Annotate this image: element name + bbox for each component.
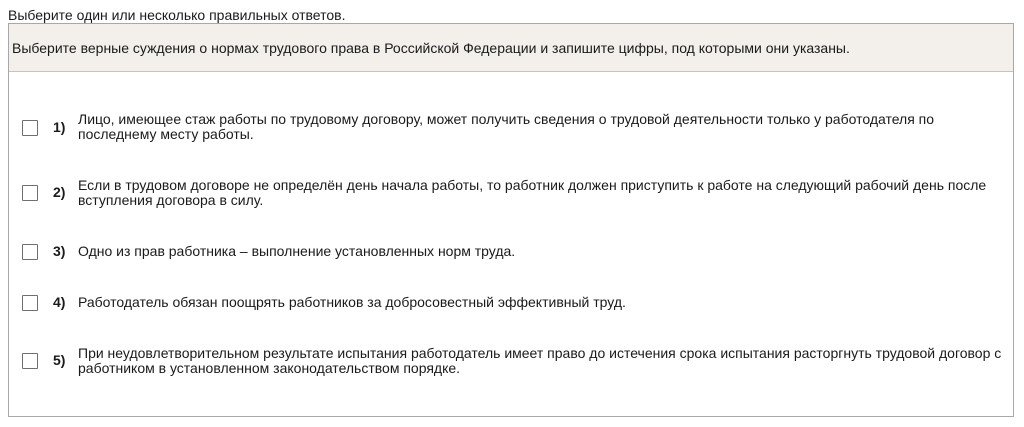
question-text: Выберите верные суждения о нормах трудового права в Российской Федерации и запишите цифры, под которыми они указаны. (9, 24, 1013, 72)
question-panel (8, 23, 1014, 417)
option-1-checkbox[interactable] (22, 120, 38, 136)
option-1-number: 1) (53, 119, 66, 135)
option-3-text: Одно из прав работника – выполнение установленных норм труда. (78, 243, 516, 259)
option-3-checkbox[interactable] (22, 244, 38, 260)
option-4-number: 4) (53, 294, 66, 310)
option-2-number: 2) (53, 184, 66, 200)
option-2-text: Если в трудовом договоре не определён день начала работы, то работник должен приступить к работе на следующий рабочий день после вступления договора в силу. (78, 177, 987, 208)
option-5-text: При неудовлетворительном результате испытания работодатель имеет право до истечения срока испытания расторгнуть трудовой договор с работником в установленном законодательством порядке. (78, 345, 1002, 376)
instruction-text: Выберите один или несколько правильных ответов. (8, 7, 346, 23)
option-1-text: Лицо, имеющее стаж работы по трудовому договору, может получить сведения о трудовой деятельности только у работодателя по последнему месту работы. (78, 111, 935, 142)
option-2-checkbox[interactable] (22, 185, 38, 201)
option-4-text: Работодатель обязан поощрять работников за добросовестный эффективный труд. (78, 294, 626, 310)
option-5-number: 5) (53, 352, 66, 368)
option-3-number: 3) (53, 243, 66, 259)
option-5-checkbox[interactable] (22, 353, 38, 369)
option-4-checkbox[interactable] (22, 295, 38, 311)
